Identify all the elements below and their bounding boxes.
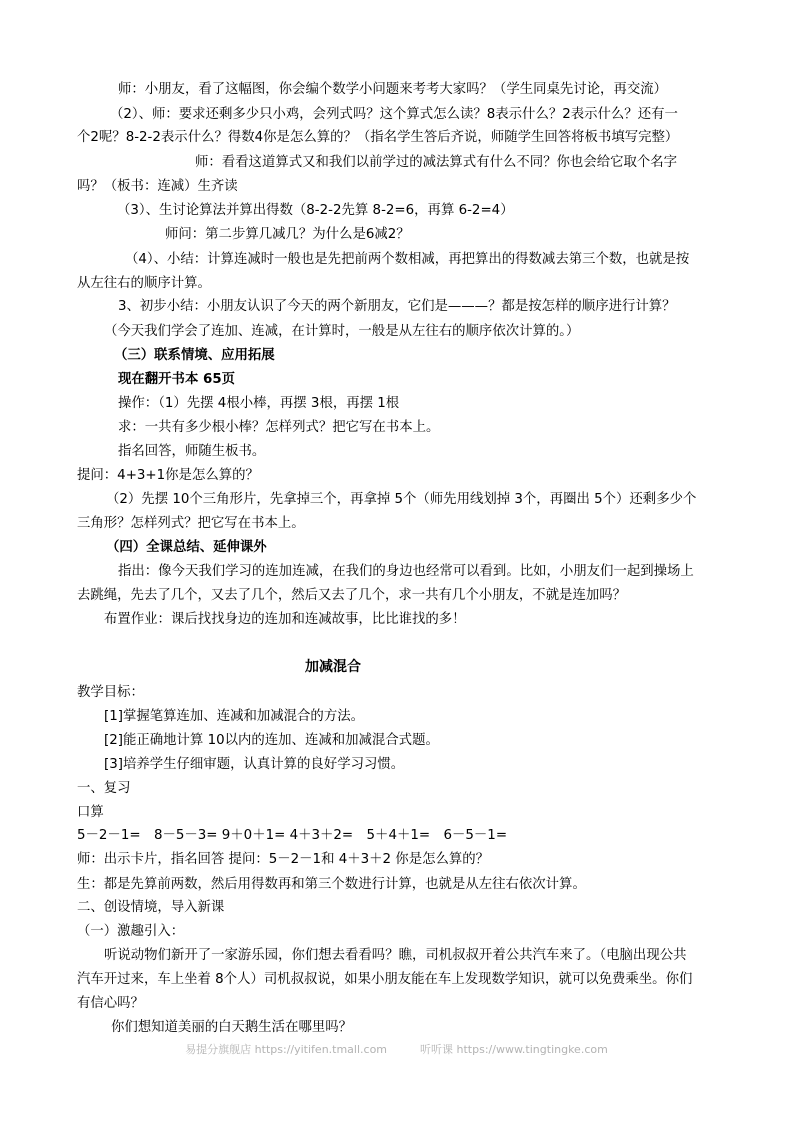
text-line: 三角形？怎样列式？把它写在书本上。 <box>77 516 305 531</box>
text-line: 提问：4+3+1你是怎么算的？ <box>77 468 259 483</box>
text-line: （2）、师：要求还剩多少只小鸡，会列式吗？这个算式怎么读？8表示什么？2表示什么？还有一 <box>110 107 678 122</box>
text-line: 听说动物们新开了一家游乐园，你们想去看看吗？瞧，司机叔叔开着公共汽车来了。（电脑出现公共 <box>104 948 687 963</box>
text-line: 布置作业：课后找找身边的连加和连减故事，比比谁找的多！ <box>104 612 466 627</box>
text-line: 有信心吗？ <box>77 996 144 1011</box>
text-line: 操作：（1）先摆 4根小棒，再摆 3根，再摆 1根 <box>118 396 400 411</box>
text-line: （今天我们学会了连加、连减，在计算时，一般是从左往右的顺序依次计算的。） <box>104 324 580 339</box>
text-line: 指出：像今天我们学习的连加连减，在我们的身边也经常可以看到。比如，小朋友们一起到操场上 <box>118 564 694 579</box>
text-line: （3）、生讨论算法并算出得数（8-2-2先算 8-2=6，再算 6-2=4） <box>117 203 514 218</box>
text-line: （4）、小结：计算连减时一般也是先把前两个数相减，再把算出的得数减去第三个数，也就是按 <box>125 252 690 267</box>
text-line: 教学目标： <box>77 685 144 700</box>
text-line: （一）激趣引入： <box>77 924 185 939</box>
page-footer: 易提分旗舰店 https://yitifen.tmall.com 听听课 https://www.tingtingke.com <box>185 1043 608 1056</box>
text-line: 一、复习 <box>77 781 131 796</box>
text-line: 3、初步小结：小朋友认识了今天的两个新朋友，它们是———？都是按怎样的顺序进行计算？ <box>118 299 676 314</box>
text-line: 指名回答，师随生板书。 <box>118 444 266 459</box>
text-line: 师问：第二步算几减几？为什么是6减2？ <box>165 227 410 242</box>
text-line: 生：都是先算前两数，然后用得数再和第三个数进行计算，也就是从左往右依次计算。 <box>77 877 586 892</box>
text-line: 你们想知道美丽的白天鹅生活在哪里吗？ <box>111 1020 353 1035</box>
section-heading: （四）全课总结、延伸课外 <box>106 540 267 555</box>
text-line: 师：小朋友，看了这幅图，你会编个数学小问题来考考大家吗？（学生同桌先讨论，再交流） <box>118 82 668 97</box>
text-line: 从左往右的顺序计算。 <box>77 276 211 291</box>
text-line: （2）先摆 10个三角形片，先拿掉三个，再拿掉 5个（师先用线划掉 3个，再圈出 5个）还剩多少个 <box>106 492 697 507</box>
text-line: 求：一共有多少根小棒？怎样列式？把它写在书本上。 <box>118 420 440 435</box>
text-line: 口算 <box>77 805 104 820</box>
text-line: 二、创设情境，导入新课 <box>77 900 225 915</box>
text-line: 汽车开过来，车上坐着 8个人）司机叔叔说，如果小朋友能在车上发现数学知识，就可以免费乘坐。你们 <box>77 972 693 987</box>
text-line: [3]培养学生仔细审题，认真计算的良好学习习惯。 <box>104 757 405 772</box>
text-line: [2]能正确地计算 10以内的连加、连减和加减混合式题。 <box>104 733 439 748</box>
text-line: [1]掌握笔算连加、连减和加减混合的方法。 <box>104 709 364 724</box>
lesson-title: 加减混合 <box>305 659 361 675</box>
text-line: 5－2－1= 8－5－3= 9＋0＋1= 4＋3＋2= 5＋4＋1= 6－5－1= <box>77 828 508 843</box>
text-line: 师：看看这道算式又和我们以前学过的减法算式有什么不同？你也会给它取个名字 <box>195 155 678 170</box>
text-line: 现在翻开书本 65页 <box>118 372 236 387</box>
text-line: 师：出示卡片，指名回答 提问：5－2－1和 4＋3＋2 你是怎么算的？ <box>77 852 490 867</box>
text-line: 吗？（板书：连减）生齐读 <box>77 179 238 194</box>
text-line: 去跳绳，先去了几个，又去了几个，然后又去了几个，求一共有几个小朋友，不就是连加吗？ <box>77 588 627 603</box>
text-line: 个2呢？8-2-2表示什么？得数4你是怎么算的？（指名学生答后齐说，师随学生回答将板书填写完整） <box>77 130 679 145</box>
section-heading: （三）联系情境、应用拓展 <box>114 348 275 363</box>
